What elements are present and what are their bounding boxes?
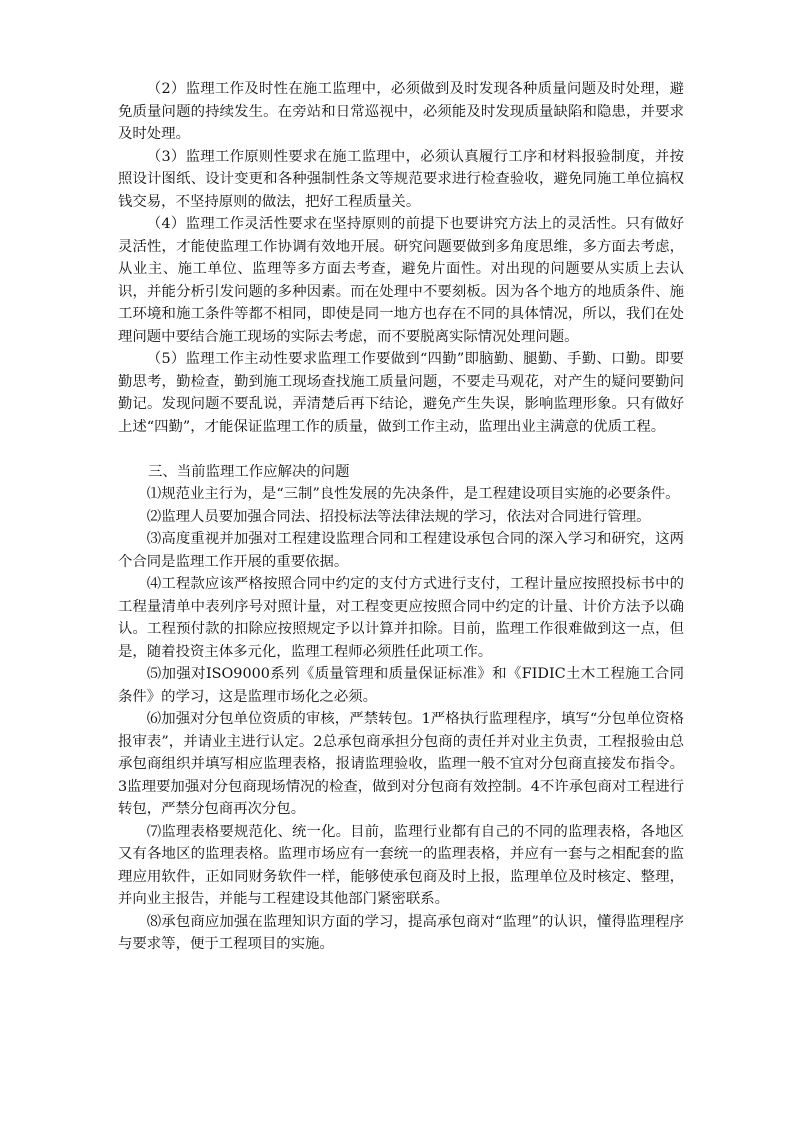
paragraph-item-3: （3）监理工作原则性要求在施工监理中，必须认真履行工序和材料报验制度，并按照设计图纸、设计变更和各种强制性条文等规范要求进行检查验收，避免同施工单位搞权钱交易，不坚持原则的做法，把好工程质量关。 — [118, 148, 684, 210]
list-item-8: ⑻承包商应加强在监理知识方面的学习，提高承包商对“监理”的认识，懂得监理程序与要求等，便于工程项目的实施。 — [118, 913, 684, 952]
list-item-4: ⑷工程款应该严格按照合同中约定的支付方式进行支付，工程计量应按照投标书中的工程量清单中表列序号对照计量，对工程变更应按照合同中约定的计量、计价方法予以确认。工程预付款的扣除应按照规定予以计算并扣除。目前，监理工作很难做到这一点，但是，随着投资主体多元化，监理工程师必须胜任此项工作。 — [118, 576, 684, 660]
paragraph-item-4: （4）监理工作灵活性要求在坚持原则的前提下也要讲究方法上的灵活性。只有做好灵活性，才能使监理工作协调有效地开展。研究问题要做到多角度思维，多方面去考虑，从业主、施工单位、监理等多方面去考查，避免片面性。对出现的问题要从实质上去认识，并能分析引发问题的多种因素。而在处理中不要刻板。因为各个地方的地质条件、施工环境和施工条件等都不相同，即使是同一地方也存在不同的具体情况，所以，我们在处理问题中要结合施工现场的实际去考虑，而不要脱离实际情况处理问题。 — [118, 216, 684, 345]
list-item-3: ⑶高度重视并加强对工程建设监理合同和工程建设承包合同的深入学习和研究，这两个合同是监理工作开展的重要依据。 — [118, 531, 684, 570]
document-page — [118, 78, 684, 956]
list-item-7: ⑺监理表格要规范化、统一化。目前，监理行业都有自己的不同的监理表格，各地区又有各地区的监理表格。监理市场应有一套统一的监理表格，并应有一套与之相配套的监理应用软件，正如同财务软件一样，能够使承包商及时上报，监理单位及时核定、整理，并向业主报告，并能与工程建设其他部门紧密联系。 — [118, 823, 684, 907]
list-item-5: ⑸加强对ISO9000系列《质量管理和质量保证标准》和《FIDIC土木工程施工合同条件》的学习，这是监理市场化之必须。 — [118, 666, 684, 705]
list-item-6: ⑹加强对分包单位资质的审核，严禁转包。1严格执行监理程序，填写“分包单位资格报审表”，并请业主进行认定。2总承包商承担分包商的责任并对业主负责，工程报验由总承包商组织并填写相应监理表格，报请监理验收，监理一般不宜对分包商直接发布指令。3监理要加强对分包商现场情况的检查，做到对分包商有效控制。4不许承包商对工程进行转包，严禁分包商再次分包。 — [118, 711, 684, 817]
section-heading: 三、当前监理工作应解决的问题 — [148, 463, 350, 480]
list-item-2: ⑵监理人员要加强合同法、招投标法等法律法规的学习，依法对合同进行管理。 — [146, 508, 651, 525]
list-item-1: ⑴规范业主行为，是“三制”良性发展的先决条件，是工程建设项目实施的必要条件。 — [146, 486, 680, 502]
paragraph-item-2: （2）监理工作及时性在施工监理中，必须做到及时发现各种质量问题及时处理，避免质量问题的持续发生。在旁站和日常巡视中，必须能及时发现质量缺陷和隐患，并要求及时处理。 — [118, 81, 684, 142]
paragraph-item-5: （5）监理工作主动性要求监理工作要做到“四勤”即脑勤、腿勤、手勤、口勤。即要勤思考，勤检查，勤到施工现场查找施工质量问题，不要走马观花，对产生的疑问要勤问勤记。发现问题不要乱说，弄清楚后再下结论，避免产生失误，影响监理形象。只有做好上述“四勤”，才能保证监理工作的质量，做到工作主动，监理出业主满意的优质工程。 — [118, 351, 684, 435]
